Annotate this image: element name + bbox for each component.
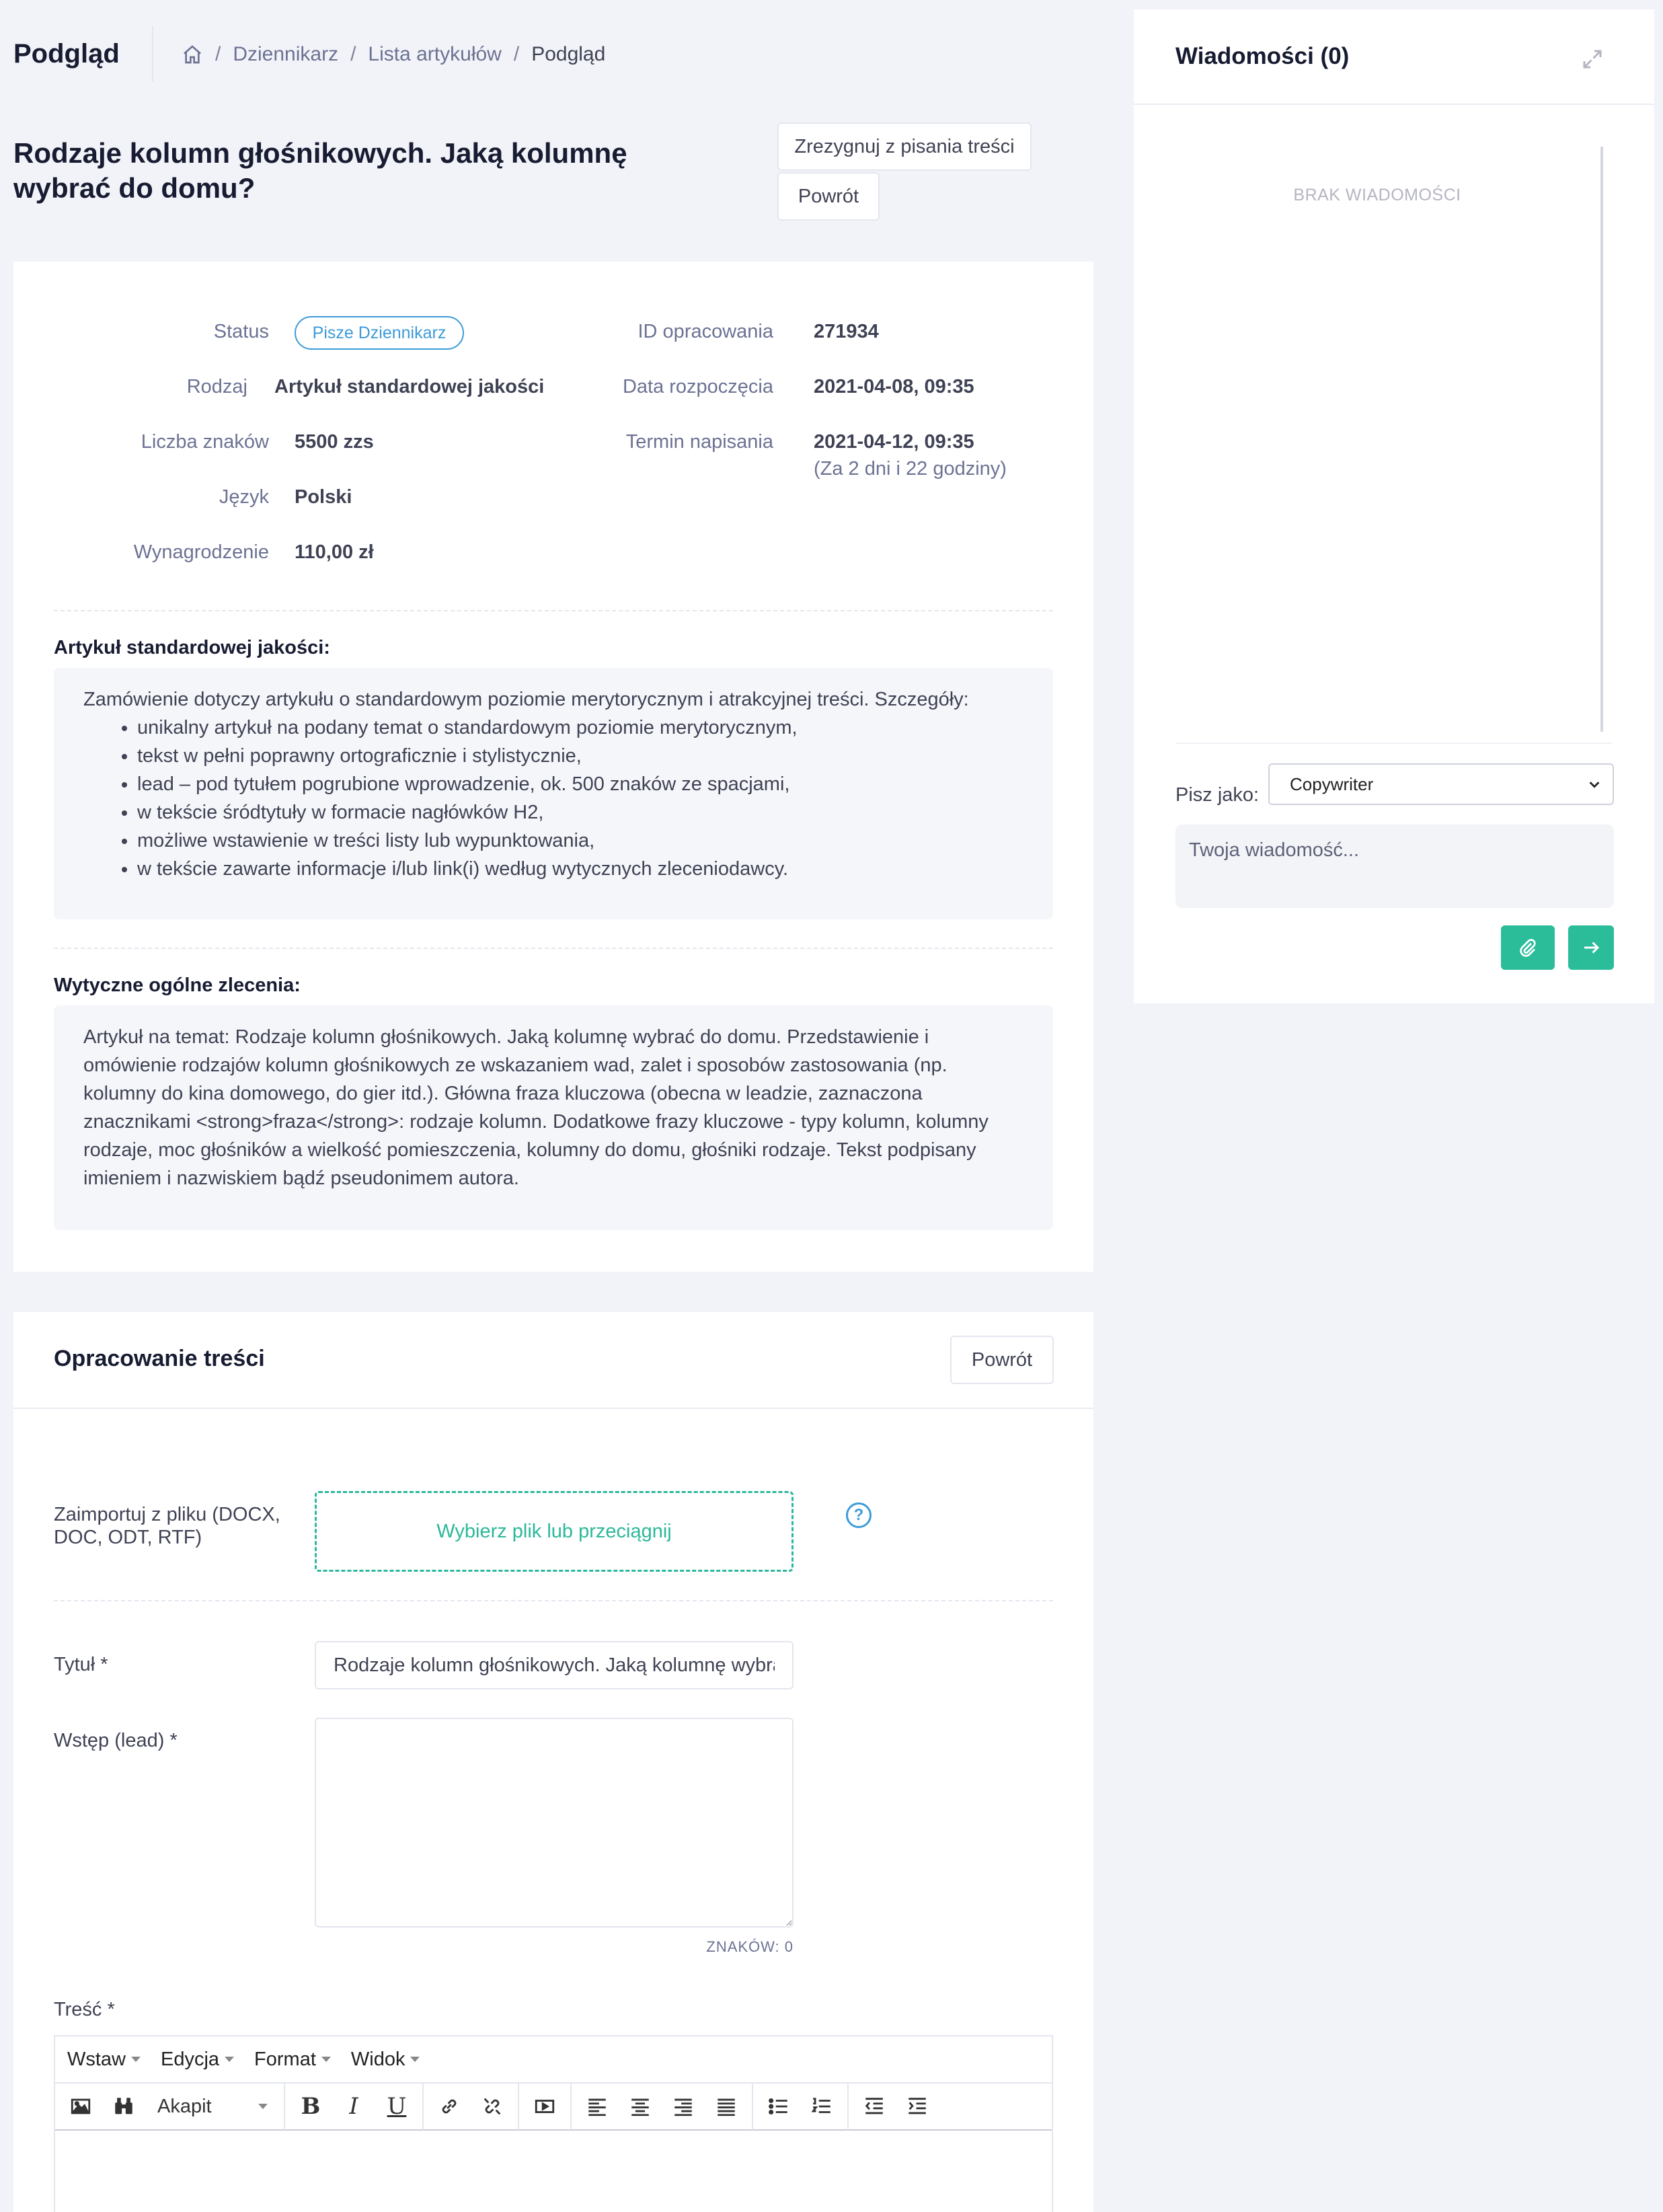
numbered-list-icon[interactable] [800, 2088, 843, 2125]
caret-down-icon [225, 2057, 234, 2062]
type-value: Artykuł standardowej jakości [274, 376, 545, 397]
resign-button[interactable]: Zrezygnuj z pisania treści [777, 122, 1032, 171]
breadcrumb-item-lista-artykulow[interactable]: Lista artykułów [368, 43, 502, 65]
home-icon[interactable] [182, 44, 203, 65]
list-item: • lead – pod tytułem pogrubione wprowadzenie, ok. 500 znaków ze spacjami, [137, 770, 1023, 798]
content-section-title: Opracowanie treści [54, 1346, 265, 1371]
messages-panel [1134, 9, 1654, 1003]
write-as-label: Pisz jako: [1175, 784, 1260, 806]
page-title: Podgląd [13, 39, 120, 69]
send-button[interactable] [1568, 925, 1614, 970]
write-as-select[interactable] [1268, 763, 1614, 805]
toolbar-group [753, 2083, 849, 2130]
breadcrumb [182, 43, 605, 66]
article-info-card [13, 262, 1093, 1272]
list-item: • unikalny artykuł na podany temat o standardowym poziomie merytorycznym, [137, 714, 1023, 742]
chars-value: 5500 zzs [295, 431, 374, 453]
toolbar-group [572, 2083, 753, 2130]
file-dropzone[interactable]: Wybierz plik lub przeciągnij [315, 1491, 794, 1572]
status-label: Status [213, 321, 269, 342]
menu-format[interactable] [254, 2049, 331, 2071]
align-right-icon[interactable] [662, 2088, 705, 2125]
message-input[interactable] [1175, 825, 1614, 908]
divider [54, 610, 1053, 611]
block-format-select[interactable] [145, 2088, 280, 2125]
bullet-list-icon[interactable] [757, 2088, 800, 2125]
breadcrumb-separator: / [350, 43, 356, 65]
deadline-remaining: (Za 2 dni i 22 godziny) [814, 458, 1007, 480]
menu-label: Format [254, 2048, 316, 2070]
toolbar-group [55, 2083, 285, 2130]
list-item: • w tekście śródtytuły w formacie nagłówków H2, [137, 798, 1023, 827]
status-badge: Pisze Dziennikarz [295, 316, 464, 350]
caret-down-icon [410, 2057, 420, 2062]
guidelines-description: Artykuł na temat: Rodzaje kolumn głośnikowych. Jaką kolumnę wybrać do domu. Przedstawienie i omówienie rodzajów kolumn głośnikowych ze wskazaniem wad, zalet i sposobów zastosowania (np. kolumny do kina domowego, do gier itd.). Główna fraza kluczowa (obecna w leadzie, zaznaczona znacznikami <strong>fraza</strong>: rodzaje kolumn. Dodatkowe frazy kluczowe - typy kolumn, kolumny rodzaje, moc głośników a wielkość pomieszczenia, kolumny do domu, głośniki rodzaje. Tekst podpisany imieniem i nazwiskiem bądź pseudonimem autora. [54, 1005, 1053, 1230]
divider [54, 948, 1053, 949]
expand-icon[interactable] [1580, 47, 1604, 71]
indent-icon[interactable] [896, 2088, 939, 2125]
underline-icon[interactable]: U [387, 2093, 407, 2120]
editor-toolbar [55, 2084, 1052, 2131]
outdent-icon[interactable] [853, 2088, 896, 2125]
empty-messages-text: BRAK WIADOMOŚCI [1293, 186, 1461, 204]
editor-content-area[interactable] [55, 2131, 1052, 2212]
breadcrumb-separator: / [215, 43, 221, 65]
align-left-icon[interactable] [576, 2088, 619, 2125]
deadline-label: Termin napisania [625, 431, 773, 453]
caret-down-icon [131, 2057, 141, 2062]
menu-label: Widok [350, 2048, 405, 2070]
lead-label: Wstęp (lead) * [54, 1730, 178, 1751]
quality-list [137, 714, 1023, 883]
toolbar-group [285, 2083, 424, 2130]
caret-down-icon [321, 2057, 331, 2062]
language-label: Język [219, 486, 269, 508]
import-label: Zaimportuj z pliku (DOCX, DOC, ODT, RTF) [54, 1504, 280, 1548]
menu-label: Wstaw [67, 2048, 126, 2070]
quality-description [54, 668, 1053, 919]
bold-icon[interactable]: B [301, 2093, 321, 2120]
arrow-right-icon [1581, 938, 1601, 958]
align-center-icon[interactable] [619, 2088, 662, 2125]
breadcrumb-item-dziennikarz[interactable]: Dziennikarz [233, 43, 339, 65]
divider [1134, 104, 1654, 105]
insert-image-icon[interactable] [59, 2088, 102, 2125]
divider [1175, 742, 1613, 744]
italic-icon[interactable]: I [349, 2093, 358, 2120]
deadline-value: 2021-04-12, 09:35 [814, 431, 974, 453]
breadcrumb-separator: / [513, 43, 520, 65]
article-title: Rodzaje kolumn głośnikowych. Jaką kolumnę wybrać do domu? [13, 137, 627, 204]
toolbar-group [849, 2083, 943, 2130]
character-counter: ZNAKÓW: 0 [706, 1938, 794, 1955]
id-label: ID opracowania [637, 321, 773, 342]
type-label: Rodzaj [186, 376, 247, 397]
toolbar-group [424, 2083, 519, 2130]
chars-label: Liczba znaków [141, 431, 269, 453]
start-date-label: Data rozpoczęcia [622, 376, 773, 397]
write-as-value: Copywriter [1290, 773, 1374, 794]
rich-text-editor [54, 2035, 1053, 2212]
guidelines-section-title: Wytyczne ogólne zlecenia: [54, 975, 301, 996]
content-editor-card [13, 1312, 1093, 2212]
help-icon[interactable]: ? [846, 1502, 872, 1528]
messages-title: Wiadomości (0) [1175, 43, 1350, 69]
link-icon[interactable] [428, 2088, 471, 2125]
title-input[interactable] [315, 1641, 794, 1689]
lead-textarea[interactable] [315, 1718, 794, 1928]
header-divider [152, 26, 153, 82]
editor-menubar [55, 2036, 1052, 2084]
back-button[interactable]: Powrót [777, 172, 880, 221]
media-icon[interactable] [523, 2088, 566, 2125]
language-value: Polski [295, 486, 352, 508]
list-item: • możliwe wstawienie w treści listy lub wypunktowania, [137, 827, 1023, 855]
attach-button[interactable] [1501, 925, 1555, 970]
chevron-down-icon [1587, 777, 1602, 792]
payment-value: 110,00 zł [295, 541, 374, 563]
body-label: Treść * [54, 1999, 115, 2020]
find-replace-icon[interactable] [102, 2088, 145, 2125]
menu-view[interactable] [351, 2049, 420, 2071]
unlink-icon[interactable] [471, 2088, 514, 2125]
menu-insert[interactable] [67, 2049, 141, 2071]
id-value: 271934 [814, 321, 879, 342]
caret-down-icon [258, 2104, 268, 2109]
page-header [0, 0, 1106, 108]
menu-label: Edycja [161, 2048, 220, 2070]
back-button[interactable]: Powrót [950, 1336, 1054, 1384]
breadcrumb-item-current: Podgląd [531, 43, 606, 65]
quality-intro: Zamówienie dotyczy artykułu o standardowym poziomie merytorycznym i atrakcyjnej treści. Szczegóły: [83, 689, 969, 710]
list-item: • tekst w pełni poprawny ortograficznie i stylistycznie, [137, 742, 1023, 770]
align-justify-icon[interactable] [705, 2088, 748, 2125]
list-item: • w tekście zawarte informacje i/lub link(i) według wytycznych zleceniodawcy. [137, 855, 1023, 883]
paperclip-icon [1518, 938, 1538, 958]
quality-section-title: Artykuł standardowej jakości: [54, 637, 330, 658]
toolbar-group [519, 2083, 572, 2130]
divider [54, 1600, 1053, 1601]
divider [13, 1408, 1093, 1409]
payment-label: Wynagrodzenie [133, 541, 269, 563]
block-format-value: Akapit [157, 2095, 212, 2117]
menu-edit[interactable] [161, 2049, 234, 2071]
start-date-value: 2021-04-08, 09:35 [814, 376, 974, 397]
messages-scrollbar[interactable] [1600, 147, 1603, 732]
title-label: Tytuł * [54, 1654, 108, 1675]
